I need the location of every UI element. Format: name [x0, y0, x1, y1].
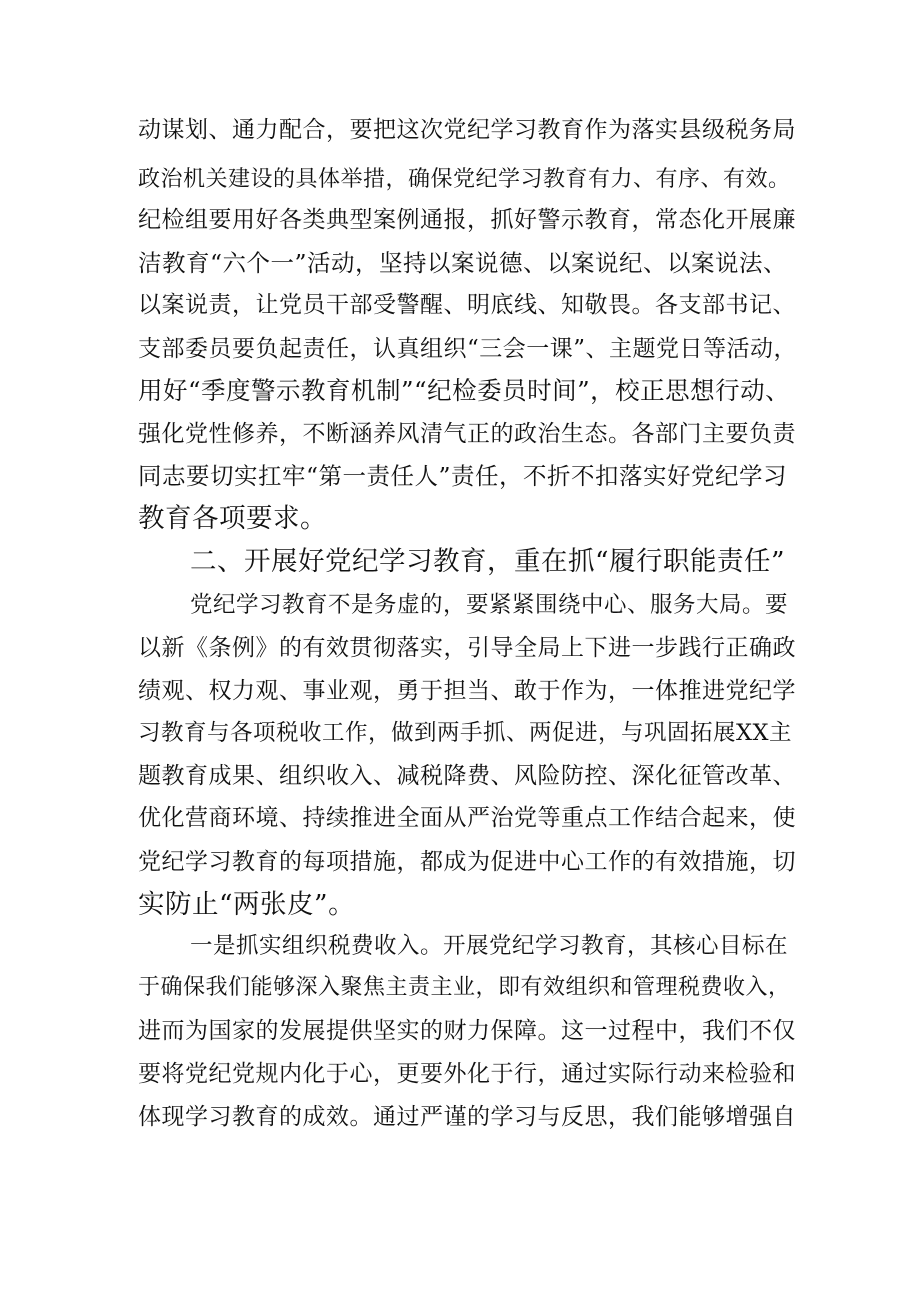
text-line: 支部委员要负起责任，认真组织“三会一课”、主题党日等活动，	[138, 336, 798, 362]
text-line: 体现学习教育的成效。通过严谨的学习与反思，我们能够增强自	[138, 1104, 796, 1130]
text-line: 以案说责，让党员干部受警醒、明底线、知敬畏。各支部书记、	[138, 292, 796, 318]
text-line: 党纪学习教育的每项措施，都成为促进中心工作的有效措施，切	[138, 849, 796, 875]
section-heading: 二、开展好党纪学习教育，重在抓“履行职能责任”	[190, 546, 786, 577]
text-line: 要将党纪党规内化于心，更要外化于行，通过实际行动来检验和	[138, 1061, 796, 1087]
text-line: 进而为国家的发展提供坚实的财力保障。这一过程中，我们不仅	[138, 1018, 796, 1044]
text-line: 一是抓实组织税费收入。开展党纪学习教育，其核心目标在	[190, 933, 789, 959]
text-line: 于确保我们能够深入聚焦主责主业，即有效组织和管理税费收入，	[138, 975, 791, 1000]
text-line: 绩观、权力观、事业观，勇于担当、敢于作为，一体推进党纪学	[138, 678, 796, 704]
text-line: 政治机关建设的具体举措，确保党纪学习教育有力、有序、有效。	[138, 167, 791, 192]
text-line: 洁教育“六个一”活动，坚持以案说德、以案说纪、以案说法、	[138, 249, 788, 277]
text-line: 同志要切实扛牢“第一责任人”责任，不折不扣落实好党纪学习	[138, 462, 788, 490]
text-line: 优化营商环境、持续推进全面从严治党等重点工作结合起来，使	[138, 805, 796, 831]
text-line: 实防止“两张皮”。	[138, 889, 356, 920]
text-line: 用好“季度警示教育机制”“纪检委员时间”，校正思想行动、	[138, 376, 791, 405]
text-line: 动谋划、通力配合，要把这次党纪学习教育作为落实县级税务局	[138, 117, 796, 143]
text-line: 纪检组要用好各类典型案例通报，抓好警示教育，常态化开展廉	[138, 207, 796, 233]
text-line: 教育各项要求。	[138, 503, 327, 534]
text-line: 以新《条例》的有效贯彻落实，引导全局上下进一步践行正确政	[138, 635, 796, 661]
text-line: 题教育成果、组织收入、减税降费、风险防控、深化征管改革、	[138, 763, 796, 789]
text-line: 强化党性修养，不断涵养风清气正的政治生态。各部门主要负责	[138, 421, 796, 447]
text-line: 党纪学习教育不是务虚的，要紧紧围绕中心、服务大局。要	[190, 592, 789, 618]
text-line: 习教育与各项税收工作，做到两手抓、两促进，与巩固拓展XX主	[138, 720, 793, 746]
